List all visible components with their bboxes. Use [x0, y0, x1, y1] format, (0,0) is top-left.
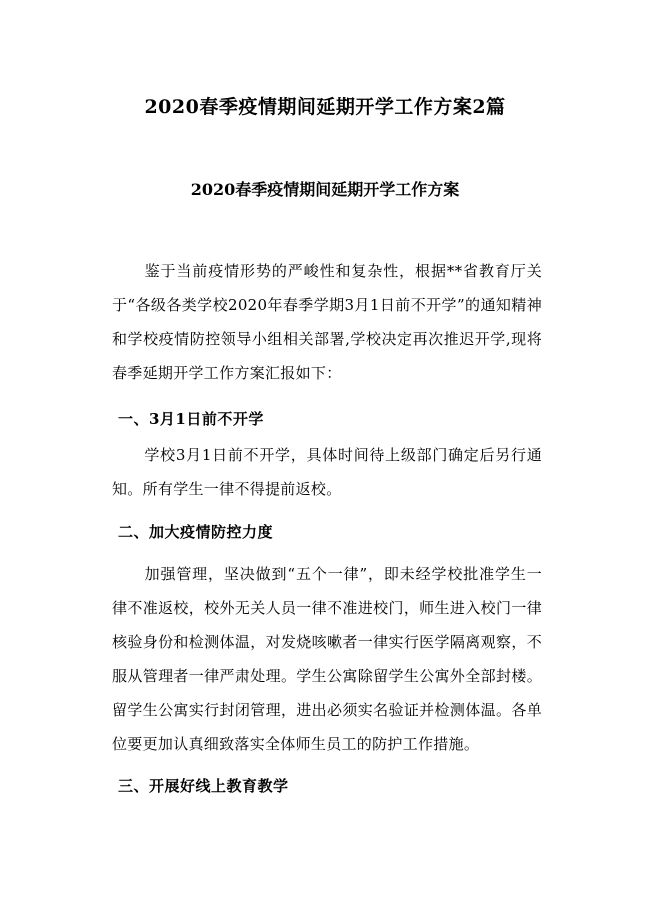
intro-paragraph — [112, 254, 542, 390]
section-heading-3: 三、开展好线上教育教学 — [118, 777, 289, 795]
document-subtitle: 2020春季疫情期间延期开学工作方案 — [190, 180, 460, 199]
section-2-paragraph — [112, 557, 542, 761]
section-heading-2: 二、加大疫情防控力度 — [118, 523, 274, 541]
section-1-paragraph — [112, 438, 542, 506]
intro-paragraph-text: 鉴于当前疫情形势的严峻性和复杂性，根据**省教育厅关于“各级各类学校2020年春季学期3月1日前不开学”的通知精神和学校疫情防控领导小组相关部署,学校决定再次推迟开学,现将春季延期开学工作方案汇报如下： — [112, 262, 542, 382]
section-1-paragraph-text: 学校3月1日前不开学，具体时间待上级部门确定后另行通知。所有学生一律不得提前返校。 — [112, 446, 542, 498]
document-title: 2020春季疫情期间延期开学工作方案2篇 — [144, 96, 506, 118]
section-heading-1: 一、3月1日前不开学 — [118, 410, 264, 428]
section-2-paragraph-text: 加强管理，坚决做到“五个一律”，即未经学校批准学生一律不准返校，校外无关人员一律不准进校门，师生进入校门一律核验身份和检测体温，对发烧咳嗽者一律实行医学隔离观察，不服从管理者一律严肃处理。学生公寓除留学生公寓外全部封楼。留学生公寓实行封闭管理，进出必须实名验证并检测体温。各单位要更加认真细致落实全体师生员工的防护工作措施。 — [112, 565, 542, 753]
